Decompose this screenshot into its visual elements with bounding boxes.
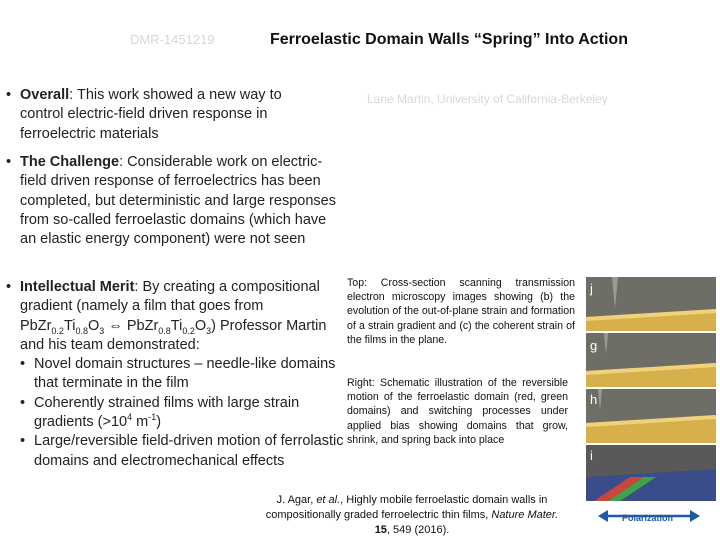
panel-label-g: g <box>590 338 598 353</box>
panel-label-h: h <box>590 392 598 407</box>
caption-top: Top: Cross-section scanning transmission electron microscopy images showing (b) the evolution of the out-of-plane strain and formation of a strain gradient and (c) the coherent strain of the films in the plane. <box>347 277 575 346</box>
list-item: • Large/reversible field-driven motion of ferrolastic domains and electromechanical effects <box>20 432 344 471</box>
panel-i <box>586 445 716 501</box>
bullet: • <box>6 154 12 170</box>
challenge-label: The Challenge <box>20 154 120 170</box>
slide-title: Ferroelastic Domain Walls “Spring” Into Action <box>270 31 628 48</box>
polarization-label: Polarization <box>622 513 674 523</box>
overall-label: Overall <box>20 87 70 103</box>
award-number: DMR-1451219 <box>130 32 215 47</box>
bullet: • <box>6 87 12 103</box>
panel-j <box>586 277 716 331</box>
bullet: • <box>20 356 26 373</box>
challenge-text: : Considerable work on electric-field driven response of ferroelectrics has been completed, but deterministic and large responses from so-called ferroelastic domains (which have an elastic energy component) were not seen <box>20 154 336 248</box>
panel-h <box>586 389 716 443</box>
caption-right: Right: Schematic illustration of the reversible motion of the ferroelastic domain (red, green domains) and switching processes under applied bias showing domains that grow, shrink, and spring back into place <box>347 377 568 446</box>
list-item: • Coherently strained films with large strain gradients ($>10^4$ $m^{-1}$) <box>20 394 344 433</box>
affiliation: Lane Martin, University of California-Berkeley <box>367 92 608 106</box>
domain-schematic-figure <box>584 273 718 540</box>
domain-schematic <box>584 273 718 540</box>
panel-label-j: j <box>590 281 593 296</box>
bullet: • <box>20 394 26 411</box>
merit-label: Intellectual Merit <box>20 279 135 295</box>
bullet: • <box>6 279 12 295</box>
panel-label-i: i <box>590 448 593 463</box>
merit-section: • Intellectual Merit: By creating a compositional gradient (namely a film that goes from $PbZr_{0.2}Ti_{0.8}O_3$ ⇔ $PbZr_{0.8}Ti_{0.2}O_3$) Professor Martin and his team demonstrated: • Novel domain structures – needle-like domains that terminate in the film • Coherently strained films with large strain gradients ($>10^4$ $m^{-1}$) • Large/reversible field-driven motion of ferrolastic domains and electromechanical effects <box>6 278 344 471</box>
bullet: • <box>20 433 26 450</box>
citation: J. Agar, et al., Highly mobile ferroelastic domain walls in compositionally graded ferroelectric thin films, Nature Mater. 15, 549 (2016). <box>265 494 559 536</box>
overall-section <box>6 86 328 144</box>
double-arrow: ⇔ <box>104 317 127 334</box>
challenge-section <box>6 153 342 249</box>
list-item: • Novel domain structures – needle-like domains that terminate in the film <box>20 355 344 394</box>
panel-g <box>586 333 716 387</box>
overall-text: : This work showed a new way to control electric-field driven response in ferroelectric materials <box>20 87 282 142</box>
